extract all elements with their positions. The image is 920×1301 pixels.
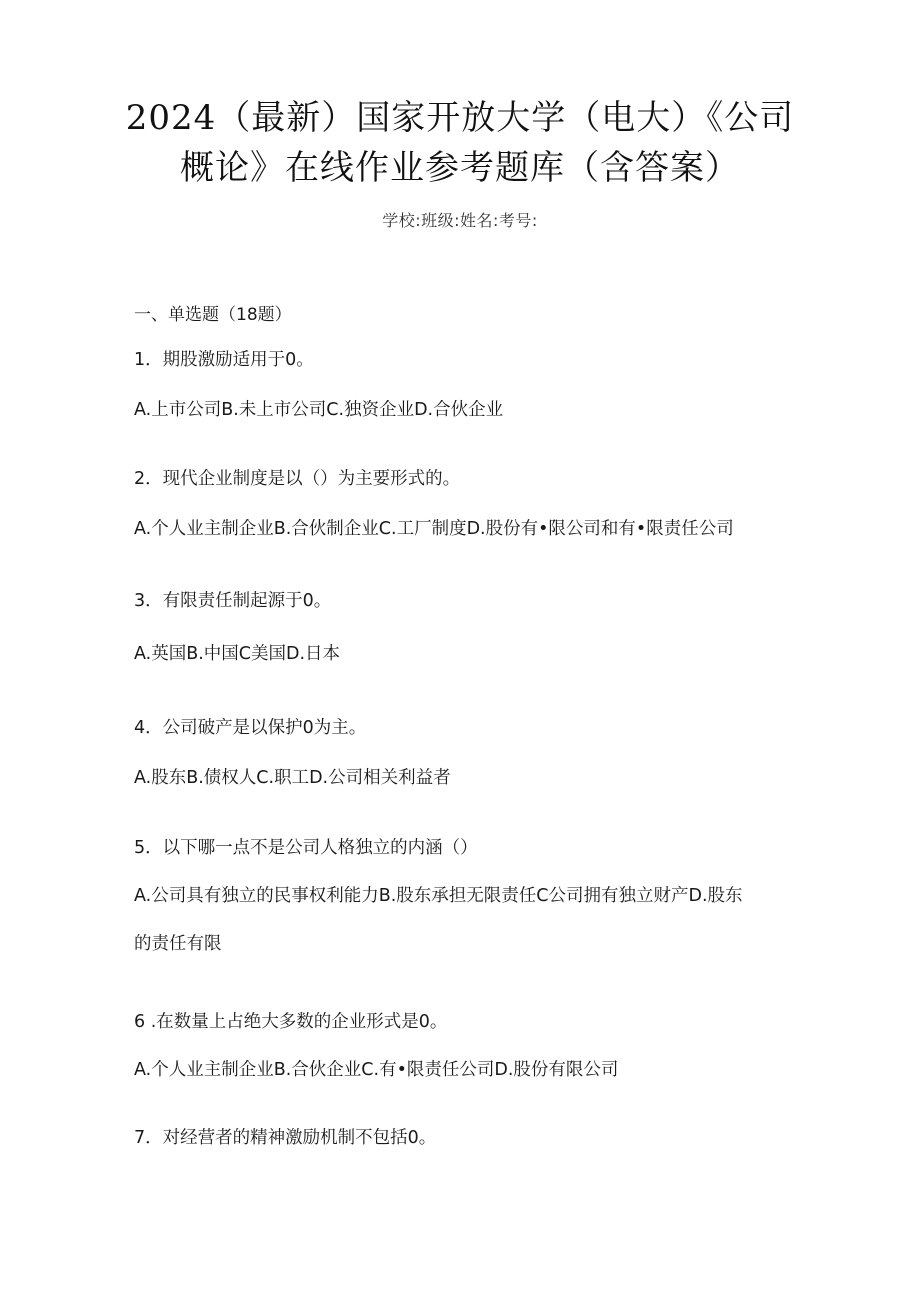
document-title-line-2: 概论》在线作业参考题库（含答案） (180, 148, 740, 188)
document-title-line-1: 2024（最新）国家开放大学（电大）《公司 (125, 98, 795, 138)
question-1-options: A.上市公司B.未上市公司C.独资企业D.合伙企业 (134, 400, 504, 420)
question-3-stem: 3．有限责任制起源于0。 (134, 591, 332, 611)
question-5-stem: 5．以下哪一点不是公司人格独立的内涵（） (134, 838, 478, 858)
question-5-options: A.公司具有独立的民事权利能力B.股东承担无限责任C公司拥有独立财产D.股东 (134, 886, 743, 906)
question-6-options: A.个人业主制企业B.合伙企业C.有•限责任公司D.股份有限公司 (134, 1060, 619, 1080)
question-7-stem: 7．对经营者的精神激励机制不包括0。 (134, 1128, 437, 1148)
question-2-stem: 2．现代企业制度是以（）为主要形式的。 (134, 469, 461, 489)
question-4-stem: 4．公司破产是以保护0为主。 (134, 718, 367, 738)
question-3-options: A.英国B.中国C美国D.日本 (134, 644, 341, 664)
student-info-line: 学校:班级:姓名:考号: (382, 211, 538, 230)
question-6-stem: 6 .在数量上占绝大多数的企业形式是0。 (134, 1012, 448, 1032)
question-5-options-cont: 的责任有限 (134, 934, 222, 954)
question-2-options: A.个人业主制企业B.合伙制企业C.工厂制度D.股份有•限公司和有•限责任公司 (134, 519, 734, 539)
section-heading: 一、单选题（18题） (134, 305, 292, 325)
question-4-options: A.股东B.债权人C.职工D.公司相关利益者 (134, 768, 451, 788)
question-1-stem: 1．期股激励适用于0。 (134, 350, 314, 370)
